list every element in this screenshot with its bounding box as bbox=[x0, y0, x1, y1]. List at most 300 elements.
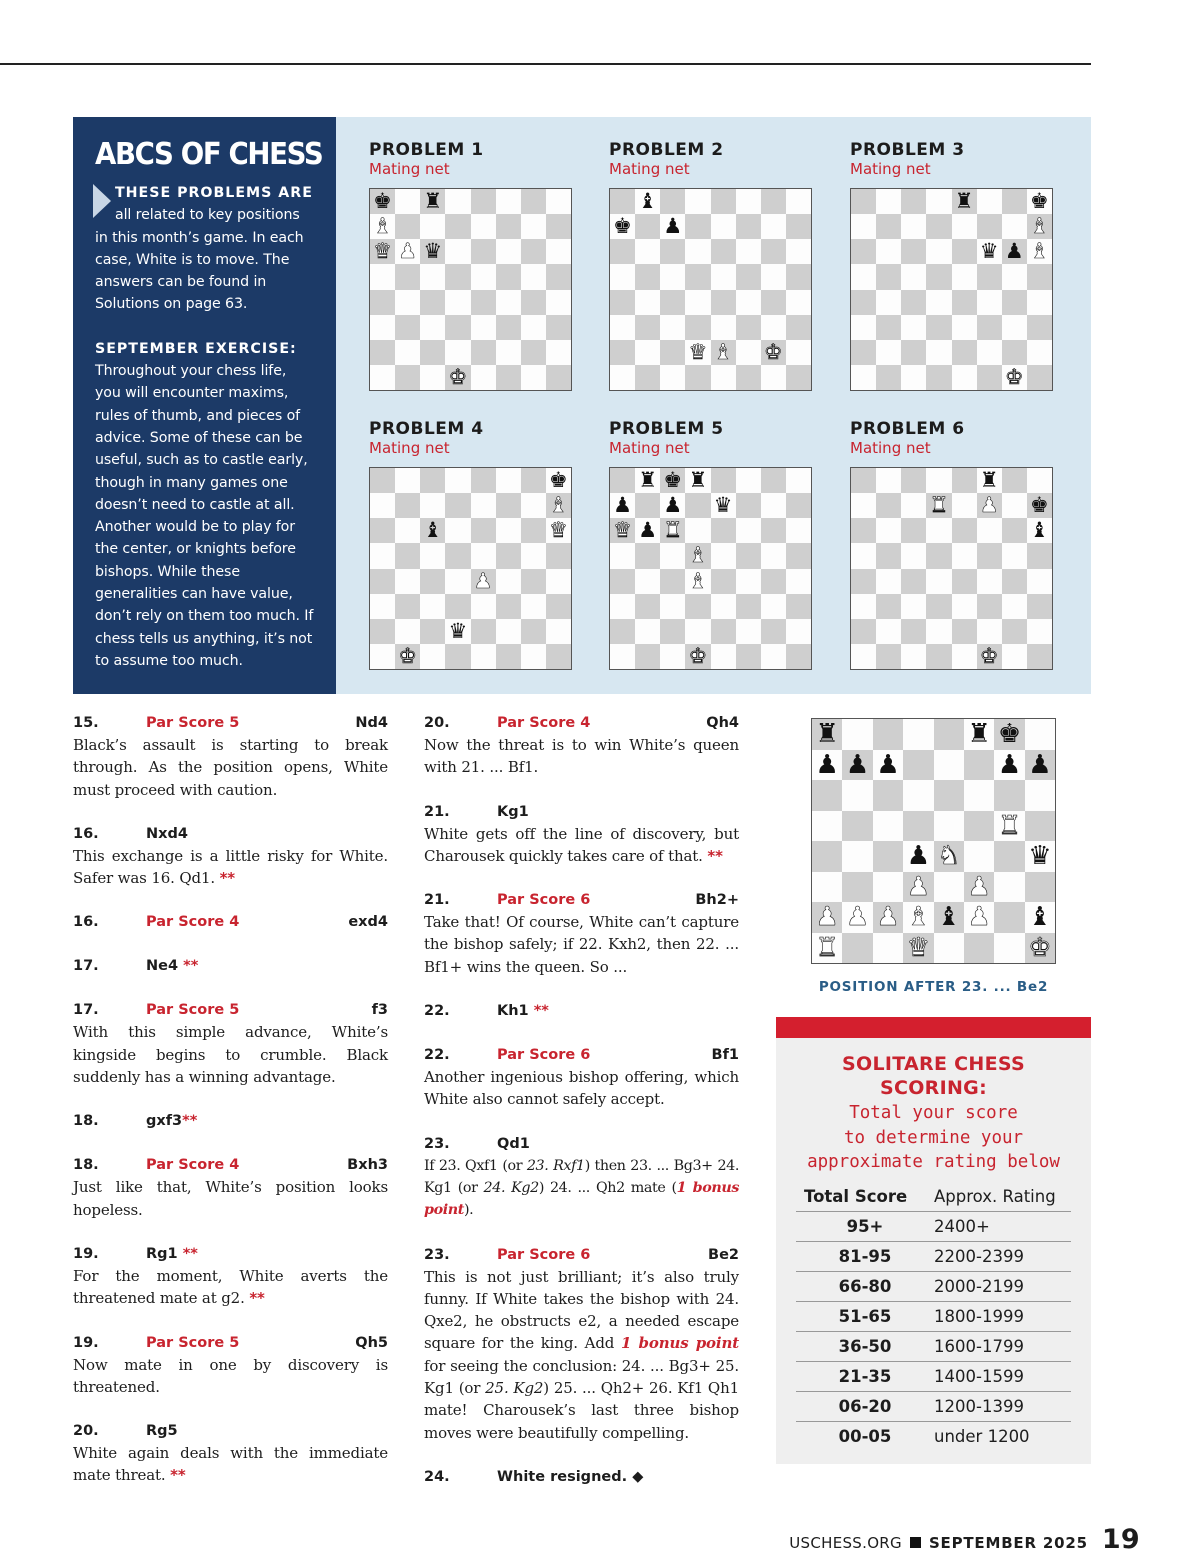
square-f2 bbox=[736, 619, 761, 644]
square-a6 bbox=[851, 239, 876, 264]
white-pawn-icon: ♟ bbox=[967, 871, 991, 902]
square-b6 bbox=[635, 518, 660, 543]
move-comment: For the moment, White averts the threatened mate at g2. ** bbox=[73, 1266, 388, 1308]
square-g6 bbox=[761, 239, 786, 264]
square-h2 bbox=[1025, 902, 1055, 933]
square-e8 bbox=[934, 719, 964, 750]
square-d8 bbox=[445, 189, 470, 214]
black-king-icon: ♚ bbox=[373, 189, 392, 214]
white-pawn-icon: ♟ bbox=[979, 493, 999, 518]
square-c8 bbox=[660, 189, 685, 214]
square-d6 bbox=[445, 239, 470, 264]
square-f6 bbox=[496, 239, 521, 264]
move-number: 20. bbox=[424, 715, 450, 731]
scoring-table bbox=[796, 1183, 1071, 1451]
score-cell: 06-20 bbox=[796, 1391, 934, 1421]
square-a4 bbox=[812, 841, 842, 872]
move-entry bbox=[424, 1000, 739, 1022]
square-c4 bbox=[660, 290, 685, 315]
square-h2 bbox=[786, 619, 811, 644]
square-h3 bbox=[546, 594, 571, 619]
square-b3 bbox=[876, 594, 901, 619]
square-d1 bbox=[926, 365, 951, 390]
square-a6 bbox=[610, 239, 635, 264]
square-g4 bbox=[1002, 569, 1027, 594]
square-g6 bbox=[521, 239, 546, 264]
square-b5 bbox=[842, 811, 872, 842]
move-entry bbox=[73, 955, 388, 977]
white-rook-icon: ♜ bbox=[815, 932, 839, 963]
black-bishop-icon: ♝ bbox=[423, 518, 443, 543]
square-f4 bbox=[736, 569, 761, 594]
par-score: Par Score 6 bbox=[497, 1047, 591, 1064]
square-h8 bbox=[1027, 189, 1052, 214]
square-g4 bbox=[761, 569, 786, 594]
move-san: Rg5 bbox=[146, 1423, 178, 1440]
square-f1 bbox=[977, 365, 1002, 390]
square-g1 bbox=[761, 365, 786, 390]
square-h8 bbox=[786, 468, 811, 493]
square-h8 bbox=[546, 189, 571, 214]
square-e8 bbox=[471, 468, 496, 493]
problem-title: PROBLEM 6 bbox=[850, 419, 965, 439]
square-f3 bbox=[496, 594, 521, 619]
black-queen-icon: ♛ bbox=[979, 239, 999, 264]
square-d8 bbox=[685, 189, 710, 214]
square-f7 bbox=[977, 493, 1002, 518]
square-b1 bbox=[395, 644, 420, 669]
move-number: 17. bbox=[73, 958, 99, 975]
square-e7 bbox=[952, 493, 977, 518]
square-b1 bbox=[876, 644, 901, 669]
move-san: Rg1 bbox=[146, 1245, 178, 1262]
square-b4 bbox=[635, 290, 660, 315]
square-c8 bbox=[420, 189, 445, 214]
move-comment: This is not just brilliant; it’s also truly funny. If White takes the bishop with 24. Qxe2, he obstructs e2, a needed escape square for the king. Add 1 bonus point for seeing the conclusion: 24. ... Bg3+ 25. Kg1 (or 25. Kg2) 25. ... Qh2+ 26. Kf1 Qh1 mate! Charousek’s last three bishop moves were beautifully compelling. bbox=[424, 1267, 739, 1442]
square-g5 bbox=[521, 264, 546, 289]
problem-1 bbox=[369, 140, 484, 389]
square-a8 bbox=[812, 719, 842, 750]
problem-subtitle: Mating net bbox=[850, 160, 931, 178]
scoring-subtitle: Total your score to determine your approximate rating below bbox=[807, 1103, 1060, 1172]
square-h6 bbox=[1027, 239, 1052, 264]
square-e4 bbox=[952, 290, 977, 315]
square-g8 bbox=[1002, 468, 1027, 493]
move-entry bbox=[424, 801, 739, 868]
square-c4 bbox=[873, 841, 903, 872]
square-d7 bbox=[926, 493, 951, 518]
white-pawn-icon: ♟ bbox=[398, 239, 418, 264]
move-number: 15. bbox=[73, 715, 99, 731]
square-f8 bbox=[496, 468, 521, 493]
square-a7 bbox=[851, 214, 876, 239]
square-b5 bbox=[395, 543, 420, 568]
square-b5 bbox=[876, 264, 901, 289]
square-a6 bbox=[610, 518, 635, 543]
square-e2 bbox=[471, 340, 496, 365]
square-g6 bbox=[761, 518, 786, 543]
square-b1 bbox=[635, 644, 660, 669]
score-cell: 95+ bbox=[796, 1211, 934, 1241]
square-d5 bbox=[685, 264, 710, 289]
problem-board bbox=[850, 188, 1053, 391]
white-queen-icon: ♛ bbox=[906, 932, 931, 963]
white-king-icon: ♚ bbox=[1028, 932, 1052, 963]
square-f3 bbox=[964, 872, 994, 903]
square-c7 bbox=[660, 493, 685, 518]
white-bishop-icon: ♝ bbox=[713, 339, 733, 364]
square-b8 bbox=[876, 468, 901, 493]
black-king-icon: ♚ bbox=[997, 719, 1022, 750]
score-cell: 66-80 bbox=[796, 1271, 934, 1301]
move-entry bbox=[424, 1133, 739, 1222]
footer-date: SEPTEMBER 2025 bbox=[928, 1534, 1088, 1552]
black-queen-icon: ♛ bbox=[423, 239, 443, 264]
square-f7 bbox=[736, 214, 761, 239]
square-c2 bbox=[901, 619, 926, 644]
black-queen-icon: ♛ bbox=[1028, 841, 1052, 872]
square-a7 bbox=[610, 214, 635, 239]
white-king-icon: ♚ bbox=[398, 643, 418, 668]
square-c2 bbox=[901, 340, 926, 365]
square-h1 bbox=[546, 365, 571, 390]
white-king-icon: ♚ bbox=[448, 364, 468, 389]
square-h3 bbox=[786, 315, 811, 340]
square-a3 bbox=[610, 594, 635, 619]
problem-subtitle: Mating net bbox=[609, 439, 690, 457]
square-b2 bbox=[635, 340, 660, 365]
square-a7 bbox=[812, 750, 842, 781]
square-e7 bbox=[934, 750, 964, 781]
square-h4 bbox=[546, 569, 571, 594]
black-pawn-icon: ♟ bbox=[613, 493, 632, 518]
black-pawn-icon: ♟ bbox=[1004, 239, 1024, 264]
square-e8 bbox=[711, 189, 736, 214]
table-row bbox=[796, 1391, 1071, 1421]
square-c1 bbox=[420, 644, 445, 669]
moves-column-1 bbox=[73, 712, 388, 1509]
move-comment: Another ingenious bishop offering, which White also cannot safely accept. bbox=[424, 1068, 739, 1109]
square-b5 bbox=[395, 264, 420, 289]
square-c1 bbox=[901, 365, 926, 390]
square-e2 bbox=[711, 619, 736, 644]
square-d4 bbox=[926, 290, 951, 315]
black-rook-icon: ♜ bbox=[815, 719, 839, 750]
square-e1 bbox=[952, 365, 977, 390]
move-entry bbox=[73, 1332, 388, 1399]
score-cell: 36-50 bbox=[796, 1331, 934, 1361]
move-entry bbox=[73, 712, 388, 801]
square-b7 bbox=[842, 750, 872, 781]
problem-title: PROBLEM 2 bbox=[609, 140, 724, 160]
square-c7 bbox=[901, 493, 926, 518]
white-queen-icon: ♛ bbox=[613, 518, 632, 543]
square-d4 bbox=[926, 569, 951, 594]
square-f4 bbox=[977, 569, 1002, 594]
move-san: Bf1 bbox=[711, 1047, 739, 1064]
square-b7 bbox=[635, 214, 660, 239]
square-e7 bbox=[952, 214, 977, 239]
square-f5 bbox=[977, 264, 1002, 289]
square-f8 bbox=[736, 189, 761, 214]
par-score: Par Score 5 bbox=[146, 715, 240, 731]
white-king-icon: ♚ bbox=[979, 643, 999, 668]
square-g6 bbox=[521, 518, 546, 543]
move-san: Nd4 bbox=[355, 715, 388, 731]
square-e5 bbox=[711, 264, 736, 289]
square-g3 bbox=[1002, 594, 1027, 619]
square-c7 bbox=[420, 493, 445, 518]
square-f1 bbox=[496, 365, 521, 390]
square-c5 bbox=[660, 264, 685, 289]
move-san: Bh2+ bbox=[695, 892, 739, 909]
square-e3 bbox=[471, 315, 496, 340]
square-a3 bbox=[812, 872, 842, 903]
square-e4 bbox=[952, 569, 977, 594]
square-e3 bbox=[471, 594, 496, 619]
move-san: exd4 bbox=[348, 914, 388, 931]
moves-column-2 bbox=[424, 712, 739, 1510]
square-b3 bbox=[635, 315, 660, 340]
white-pawn-icon: ♟ bbox=[906, 871, 931, 902]
square-g2 bbox=[994, 902, 1024, 933]
square-c3 bbox=[660, 315, 685, 340]
square-f6 bbox=[977, 518, 1002, 543]
square-a5 bbox=[610, 264, 635, 289]
square-b7 bbox=[635, 493, 660, 518]
square-h1 bbox=[786, 644, 811, 669]
square-e1 bbox=[711, 644, 736, 669]
square-f6 bbox=[977, 239, 1002, 264]
problem-board bbox=[369, 467, 572, 670]
square-e4 bbox=[711, 290, 736, 315]
square-g8 bbox=[521, 468, 546, 493]
square-e1 bbox=[934, 933, 964, 964]
table-row bbox=[796, 1271, 1071, 1301]
square-a2 bbox=[610, 340, 635, 365]
square-e8 bbox=[952, 468, 977, 493]
square-c4 bbox=[901, 290, 926, 315]
black-king-icon: ♚ bbox=[1030, 493, 1049, 518]
square-a1 bbox=[610, 365, 635, 390]
square-d5 bbox=[926, 264, 951, 289]
square-d3 bbox=[685, 315, 710, 340]
square-d8 bbox=[926, 468, 951, 493]
square-e3 bbox=[934, 872, 964, 903]
table-row bbox=[796, 1421, 1071, 1451]
square-h5 bbox=[1027, 543, 1052, 568]
square-b3 bbox=[395, 594, 420, 619]
square-h4 bbox=[786, 290, 811, 315]
square-b1 bbox=[395, 365, 420, 390]
square-b3 bbox=[635, 594, 660, 619]
square-c4 bbox=[901, 569, 926, 594]
problem-title: PROBLEM 4 bbox=[369, 419, 484, 439]
square-b2 bbox=[395, 619, 420, 644]
move-san: Ne4 bbox=[146, 958, 179, 975]
square-b6 bbox=[842, 780, 872, 811]
abcs-sidebar bbox=[73, 117, 336, 694]
square-b4 bbox=[876, 290, 901, 315]
square-g3 bbox=[1002, 315, 1027, 340]
square-c7 bbox=[420, 214, 445, 239]
move-comment: White again deals with the immediate mate threat. ** bbox=[73, 1444, 388, 1485]
square-a8 bbox=[370, 189, 395, 214]
problem-5 bbox=[609, 419, 733, 668]
move-number: 23. bbox=[424, 1135, 450, 1152]
square-f1 bbox=[736, 365, 761, 390]
square-e6 bbox=[471, 518, 496, 543]
move-number: 21. bbox=[424, 803, 450, 820]
square-b1 bbox=[842, 933, 872, 964]
problem-title: PROBLEM 3 bbox=[850, 140, 965, 160]
square-f3 bbox=[977, 594, 1002, 619]
square-c7 bbox=[660, 214, 685, 239]
square-e3 bbox=[952, 594, 977, 619]
square-g5 bbox=[761, 543, 786, 568]
move-number: 21. bbox=[424, 892, 450, 909]
square-f8 bbox=[736, 468, 761, 493]
square-a5 bbox=[370, 543, 395, 568]
square-f5 bbox=[496, 543, 521, 568]
square-h7 bbox=[786, 493, 811, 518]
square-g7 bbox=[994, 750, 1024, 781]
square-f1 bbox=[964, 933, 994, 964]
rating-cell: under 1200 bbox=[934, 1426, 1030, 1446]
header-rating: Approx. Rating bbox=[934, 1183, 1071, 1211]
square-g7 bbox=[761, 214, 786, 239]
square-g6 bbox=[1002, 239, 1027, 264]
black-queen-icon: ♛ bbox=[448, 618, 468, 643]
square-f6 bbox=[736, 239, 761, 264]
move-number: 17. bbox=[73, 1002, 99, 1019]
square-f8 bbox=[496, 189, 521, 214]
square-a6 bbox=[370, 518, 395, 543]
position-caption: POSITION AFTER 23. ... Be2 bbox=[818, 979, 1049, 995]
square-b6 bbox=[395, 239, 420, 264]
square-f1 bbox=[977, 644, 1002, 669]
square-a3 bbox=[851, 315, 876, 340]
square-b4 bbox=[842, 841, 872, 872]
square-g2 bbox=[521, 619, 546, 644]
square-h2 bbox=[1027, 340, 1052, 365]
par-score: Par Score 4 bbox=[146, 914, 240, 931]
square-h5 bbox=[786, 264, 811, 289]
footer-site: USCHESS.ORG bbox=[789, 1534, 902, 1552]
square-e5 bbox=[471, 543, 496, 568]
square-d1 bbox=[445, 365, 470, 390]
move-san: Kh1 bbox=[497, 1003, 529, 1020]
square-f2 bbox=[736, 340, 761, 365]
black-bishop-icon: ♝ bbox=[937, 902, 961, 933]
move-san: Qh4 bbox=[706, 715, 739, 731]
square-e3 bbox=[952, 315, 977, 340]
square-f3 bbox=[736, 594, 761, 619]
square-g8 bbox=[761, 468, 786, 493]
square-e2 bbox=[952, 619, 977, 644]
square-h8 bbox=[546, 468, 571, 493]
black-pawn-icon: ♟ bbox=[663, 493, 683, 518]
move-number: 23. bbox=[424, 1246, 450, 1263]
square-e2 bbox=[952, 340, 977, 365]
problem-3 bbox=[850, 140, 1049, 389]
square-d2 bbox=[903, 902, 933, 933]
square-h7 bbox=[1027, 214, 1052, 239]
problem-board bbox=[850, 467, 1053, 670]
square-c8 bbox=[660, 468, 685, 493]
square-h8 bbox=[1025, 719, 1055, 750]
black-pawn-icon: ♟ bbox=[815, 749, 839, 780]
square-c1 bbox=[660, 365, 685, 390]
move-comment: Now mate in one by discovery is threatened. bbox=[73, 1355, 388, 1396]
square-d2 bbox=[685, 619, 710, 644]
table-header bbox=[796, 1183, 1071, 1211]
square-f2 bbox=[977, 619, 1002, 644]
square-h8 bbox=[786, 189, 811, 214]
square-a1 bbox=[851, 365, 876, 390]
square-b7 bbox=[876, 493, 901, 518]
sidebar-exercise: SEPTEMBER EXERCISE: Throughout your chess life, you will encounter maxims, rules of thumb, and pieces of advice. Some of these can be useful, such as to castle early, though in many games one doesn’t need to castle at all. Another would be to play for the center, or knights before bishops. While these generalities can have value, don’t rely on them too much. If chess tells us anything, it’s not to assume too much. bbox=[95, 340, 314, 669]
square-h6 bbox=[546, 239, 571, 264]
stars: ** bbox=[183, 958, 199, 975]
square-f2 bbox=[496, 340, 521, 365]
square-b4 bbox=[876, 569, 901, 594]
square-d8 bbox=[926, 189, 951, 214]
move-comment: Black’s assault is starting to break through. As the position opens, White must proceed with caution. bbox=[73, 736, 388, 799]
square-h4 bbox=[786, 569, 811, 594]
square-c3 bbox=[901, 315, 926, 340]
square-d4 bbox=[445, 290, 470, 315]
square-f4 bbox=[496, 290, 521, 315]
move-san: f3 bbox=[371, 1002, 388, 1019]
problem-subtitle: Mating net bbox=[850, 439, 931, 457]
move-number: 22. bbox=[424, 1047, 450, 1064]
square-g3 bbox=[761, 594, 786, 619]
black-bishop-icon: ♝ bbox=[638, 189, 658, 214]
square-h5 bbox=[1027, 264, 1052, 289]
square-e7 bbox=[711, 493, 736, 518]
square-h6 bbox=[786, 518, 811, 543]
square-g5 bbox=[1002, 543, 1027, 568]
problem-4 bbox=[369, 419, 568, 668]
black-rook-icon: ♜ bbox=[954, 189, 974, 214]
score-cell: 81-95 bbox=[796, 1241, 934, 1271]
square-h1 bbox=[1025, 933, 1055, 964]
square-a8 bbox=[851, 189, 876, 214]
square-h6 bbox=[1025, 780, 1055, 811]
square-g4 bbox=[994, 841, 1024, 872]
square-h2 bbox=[546, 340, 571, 365]
square-d2 bbox=[445, 619, 470, 644]
black-queen-icon: ♛ bbox=[713, 493, 733, 518]
move-comment: With this simple advance, White’s kingside begins to crumble. Black suddenly has a winning advantage. bbox=[73, 1023, 388, 1087]
square-f3 bbox=[977, 315, 1002, 340]
square-a8 bbox=[370, 468, 395, 493]
white-pawn-icon: ♟ bbox=[473, 568, 493, 593]
move-san: Qh5 bbox=[355, 1334, 388, 1351]
move-number: 16. bbox=[73, 825, 99, 842]
square-d3 bbox=[685, 594, 710, 619]
square-g3 bbox=[761, 315, 786, 340]
square-bullet-icon bbox=[910, 1537, 921, 1548]
position-board bbox=[811, 718, 1056, 964]
square-b4 bbox=[395, 569, 420, 594]
white-bishop-icon: ♝ bbox=[688, 543, 708, 568]
square-c2 bbox=[420, 340, 445, 365]
move-entry bbox=[73, 999, 388, 1088]
problem-title: PROBLEM 1 bbox=[369, 140, 484, 160]
square-g8 bbox=[1002, 189, 1027, 214]
